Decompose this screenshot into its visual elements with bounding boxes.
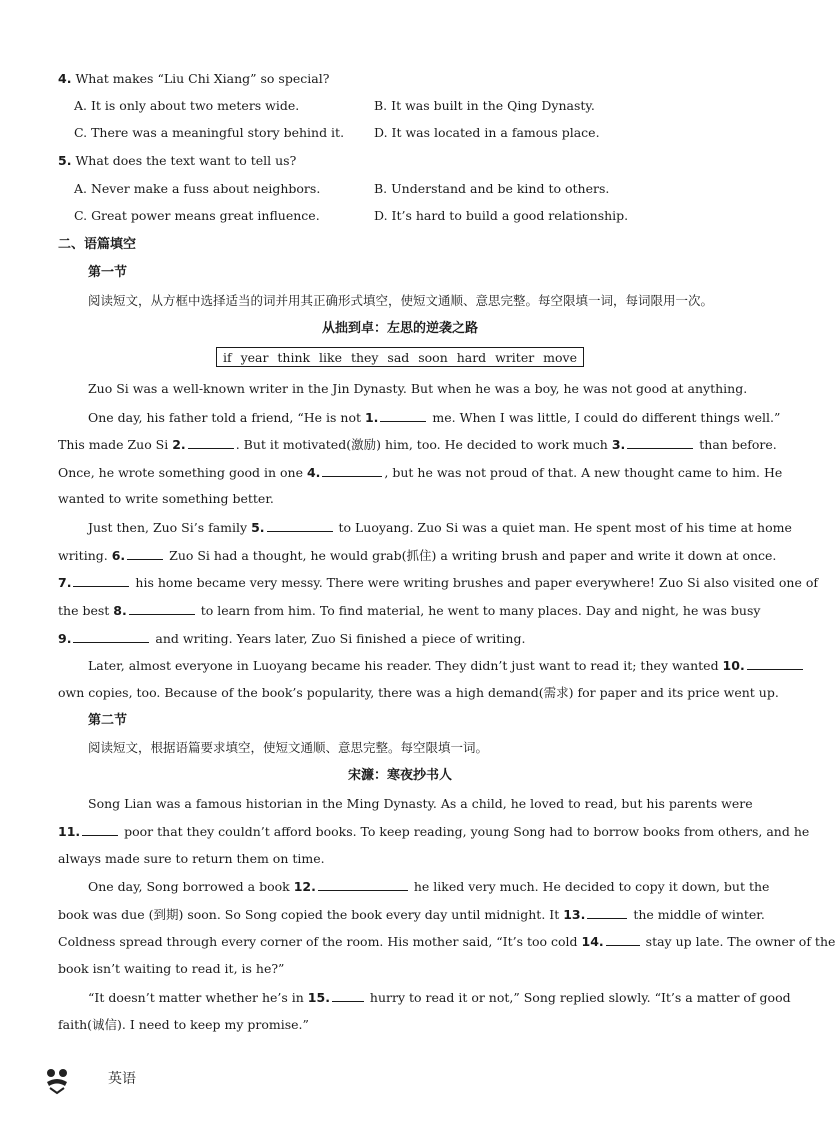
passage2-line: always made sure to return them on time. <box>58 851 325 866</box>
passage2-line: One day, Song borrowed a book 12. he liked very much. He decided to copy it down, but the <box>88 879 770 894</box>
passage1-line: Zuo Si was a well-known writer in the Jin Dynasty. But when he was a boy, he was not good at anything. <box>88 381 748 396</box>
blank-number: 1. <box>364 410 379 425</box>
word-box-item: sad <box>387 349 410 365</box>
q4-option-d[interactable]: D. It was located in a famous place. <box>374 125 600 140</box>
blank-number: 6. <box>111 548 126 563</box>
word-box-item: like <box>319 349 342 365</box>
blank-2[interactable] <box>188 435 234 449</box>
passage2-line: Coldness spread through every corner of the room. His mother said, “It’s too cold 14. stay up late. The owner of the <box>58 934 835 949</box>
word-box-item: writer <box>495 349 535 365</box>
passage2-line: “It doesn’t matter whether he’s in 15. hurry to read it or not,” Song replied slowly. “It’s a matter of good <box>88 990 791 1005</box>
part1-passage-title: 从拙到卓：左思的逆袭之路 <box>321 321 478 336</box>
blank-6[interactable] <box>127 546 163 560</box>
q5-option-d[interactable]: D. It’s hard to build a good relationship. <box>374 208 629 223</box>
part1-instruction: 阅读短文，从方框中选择适当的词并用其正确形式填空，使短文通顺、意思完整。每空限填一词，每词限用一次。 <box>88 293 714 308</box>
blank-number: 4. <box>306 465 321 480</box>
blank-3[interactable] <box>627 435 693 449</box>
word-box-item: move <box>543 349 577 365</box>
passage1-line: 7. his home became very messy. There were writing brushes and paper everywhere! Zuo Si also visited one of <box>58 575 819 590</box>
blank-number: 13. <box>563 907 586 922</box>
q4-stem: 4. What makes “Liu Chi Xiang” so special? <box>58 71 330 86</box>
blank-number: 10. <box>722 658 745 673</box>
q5-stem: 5. What does the text want to tell us? <box>58 153 297 168</box>
passage2-line: faith(诚信). I need to keep my promise.” <box>58 1017 309 1032</box>
q4-option-b[interactable]: B. It was built in the Qing Dynasty. <box>374 98 595 113</box>
word-box <box>216 347 584 367</box>
blank-15[interactable] <box>332 988 364 1002</box>
blank-number: 9. <box>58 631 72 646</box>
part2-instruction: 阅读短文，根据语篇要求填空，使短文通顺、意思完整。每空限填一词。 <box>88 740 489 755</box>
blank-9[interactable] <box>73 629 149 643</box>
blank-number: 7. <box>58 575 72 590</box>
passage1-line: wanted to write something better. <box>58 491 274 506</box>
blank-14[interactable] <box>606 932 640 946</box>
blank-number: 12. <box>293 879 316 894</box>
passage1-line: own copies, too. Because of the book’s popularity, there was a high demand(需求) for paper and its price went up. <box>58 685 779 700</box>
blank-11[interactable] <box>82 822 118 836</box>
q4-option-a[interactable]: A. It is only about two meters wide. <box>74 98 300 113</box>
footer-subject: 英语 <box>108 1071 136 1087</box>
passage1-line: 9. and writing. Years later, Zuo Si finished a piece of writing. <box>58 631 526 646</box>
word-box-item: if <box>223 349 232 365</box>
word-box-item: year <box>240 349 269 365</box>
blank-number: 5. <box>251 520 265 535</box>
part2-passage-title: 宋濂：寒夜抄书人 <box>347 768 452 783</box>
blank-number: 14. <box>581 934 604 949</box>
passage2-line: 11. poor that they couldn’t afford books. To keep reading, young Song had to borrow books from others, and he <box>58 824 810 839</box>
word-box-item: they <box>350 349 379 365</box>
q5-option-c[interactable]: C. Great power means great influence. <box>74 208 320 223</box>
passage1-line: Just then, Zuo Si’s family 5. to Luoyang. Zuo Si was a quiet man. He spent most of his time at home <box>88 520 792 535</box>
blank-number: 2. <box>172 437 186 452</box>
blank-4[interactable] <box>322 463 382 477</box>
blank-7[interactable] <box>73 573 129 587</box>
blank-number: 3. <box>611 437 626 452</box>
section-title: 二、语篇填空 <box>58 237 137 252</box>
passage2-line: book isn’t waiting to read it, is he?” <box>58 961 285 976</box>
passage1-line: Later, almost everyone in Luoyang became his reader. They didn’t just want to read it; they wanted 10. <box>88 656 805 675</box>
q5-option-a[interactable]: A. Never make a fuss about neighbors. <box>74 181 321 196</box>
blank-8[interactable] <box>129 601 195 615</box>
blank-13[interactable] <box>587 905 627 919</box>
word-box-item: soon <box>418 349 448 365</box>
passage1-line: This made Zuo Si 2. . But it motivated(激励) him, too. He decided to work much 3. than before. <box>58 437 777 452</box>
passage1-line: Once, he wrote something good in one 4. , but he was not proud of that. A new thought came to him. He <box>58 465 783 480</box>
q5-option-b[interactable]: B. Understand and be kind to others. <box>374 181 610 196</box>
blank-1[interactable] <box>380 408 426 422</box>
blank-5[interactable] <box>267 518 333 532</box>
part1-label: 第一节 <box>88 265 128 280</box>
passage2-line: book was due (到期) soon. So Song copied the book every day until midnight. It 13. the middle of winter. <box>58 907 765 922</box>
q4-option-c[interactable]: C. There was a meaningful story behind it. <box>74 125 345 140</box>
passage1-line: writing. 6. Zuo Si had a thought, he would grab(抓住) a writing brush and paper and write it down at once. <box>58 548 777 563</box>
blank-12[interactable] <box>318 877 408 891</box>
blank-number: 8. <box>113 603 127 618</box>
blank-number: 11. <box>58 824 81 839</box>
publisher-logo-icon <box>44 1066 70 1094</box>
word-box-item: think <box>277 349 311 365</box>
part2-label: 第二节 <box>88 713 128 728</box>
blank-10[interactable] <box>747 656 803 670</box>
passage2-line: Song Lian was a famous historian in the Ming Dynasty. As a child, he loved to read, but his parents were <box>88 796 753 811</box>
blank-number: 15. <box>307 990 330 1005</box>
passage1-line: the best 8. to learn from him. To find material, he went to many places. Day and night, he was busy <box>58 603 761 618</box>
word-box-item: hard <box>456 349 487 365</box>
passage1-line: One day, his father told a friend, “He is not 1. me. When I was little, I could do different things well.” <box>88 410 781 425</box>
